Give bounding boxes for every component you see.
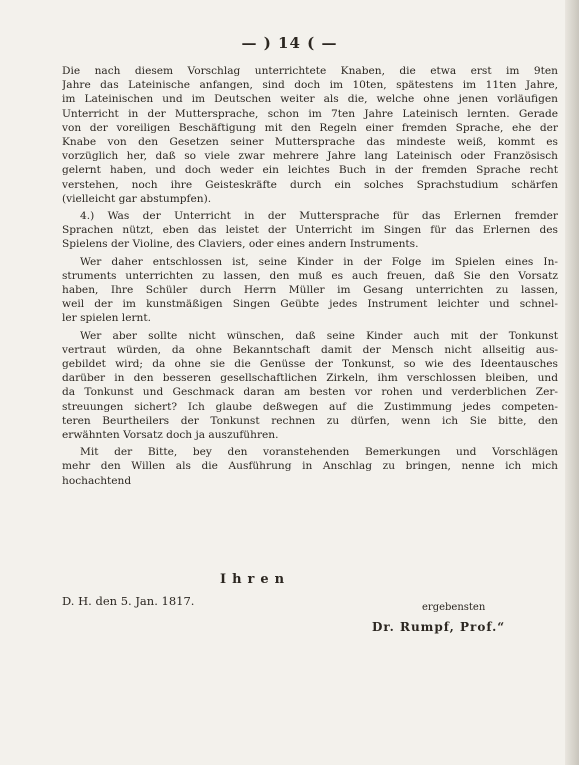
closing-word: ergebensten — [422, 602, 486, 613]
text-line: im Lateinischen und im Deutschen weiter als die, welche ohne jenen vorläufigen — [62, 93, 558, 106]
text-line: erwähnten Vorsatz doch ja auszuführen. — [62, 429, 279, 442]
text-line: Wer aber sollte nicht wünschen, daß seine Kinder auch mit der Tonkunst — [80, 329, 558, 342]
text-line: Spielens der Violine, des Claviers, oder eines andern Instruments. — [62, 238, 419, 251]
salutation: Ihren — [220, 572, 291, 587]
body-text — [62, 64, 558, 491]
text-line: Mit der Bitte, bey den voranstehenden Bemerkungen und Vorschlägen — [80, 446, 558, 459]
paragraph — [62, 64, 558, 206]
text-line: streuungen sichert? Ich glaube deßwegen auf die Zustimmung jedes competen- — [62, 400, 558, 413]
text-line: Die nach diesem Vorschlag unterrichtete Knaben, die etwa erst im 9ten — [62, 65, 558, 77]
text-line: Wer daher entschlossen ist, seine Kinder in der Folge im Spielen eines In- — [80, 255, 558, 268]
text-line: gelernt haben, und doch weder ein leichtes Buch in der fremden Sprache recht — [62, 164, 558, 177]
text-line: darüber in den besseren gesellschaftlichen Zirkeln, ihm verschlossen bleiben, und — [62, 372, 558, 385]
text-line: Knabe von den Gesetzen seiner Muttersprache das mindeste weiß, kommt es — [62, 136, 558, 149]
text-line: haben, Ihre Schüler durch Herrn Müller im Gesang unterrichten zu lassen, — [62, 284, 558, 297]
text-line: Jahre das Lateinische anfangen, sind doch im 10ten, spätestens im 11ten Jahre, — [62, 79, 558, 92]
text-line: hochachtend — [62, 474, 132, 487]
text-line: von der voreiligen Beschäftigung mit den Regeln einer fremden Sprache, ehe der — [62, 121, 558, 134]
text-line: verstehen, noch ihre Geisteskräfte durch ein solches Sprachstudium schärfen — [62, 178, 558, 191]
text-line: vorzüglich her, daß so viele zwar mehrere Jahre lang Lateinisch oder Französisch — [62, 150, 558, 163]
place-date: D. H. den 5. Jan. 1817. — [62, 594, 195, 608]
paragraph — [62, 445, 558, 488]
text-line: teren Beurtheilers der Tonkunst rechnen zu dürfen, wenn ich Sie bitte, den — [62, 414, 558, 427]
text-line: vertraut würden, da ohne Bekanntschaft damit der Mensch nicht allseitig aus- — [62, 343, 558, 356]
text-line: struments unterrichten zu lassen, den muß es auch freuen, daß Sie den Vorsatz — [62, 269, 558, 282]
page-edge-shadow — [565, 0, 579, 765]
text-line: mehr den Willen als die Ausführung in Anschlag zu bringen, nenne ich mich — [62, 460, 558, 473]
text-line: Sprachen nützt, eben das leistet der Unterricht im Singen für das Erlernen des — [62, 224, 558, 237]
paragraph — [62, 329, 558, 443]
text-line: Unterricht in der Muttersprache, schon im 7ten Jahre Lateinisch lernten. Gerade — [62, 107, 558, 120]
text-line: 4.) Was der Unterricht in der Muttersprache für das Erlernen fremder — [80, 210, 558, 223]
page-number-header: — ) 14 ( — — [241, 34, 338, 52]
text-line: da Tonkunst und Geschmack daran am besten vor rohen und verderblichen Zer- — [62, 386, 558, 399]
text-line: (vielleicht gar abstumpfen). — [62, 192, 212, 205]
paragraph — [62, 255, 558, 326]
text-line: ler spielen lernt. — [62, 312, 151, 325]
paragraph — [62, 209, 558, 252]
text-line: weil der im kunstmäßigen Singen Geübte jedes Instrument leichter und schnel- — [62, 298, 558, 311]
text-line: gebildet wird; da ohne sie die Genüsse der Tonkunst, so wie des Ideentausches — [62, 358, 558, 371]
author-signature: Dr. Rumpf, Prof.“ — [372, 620, 506, 634]
